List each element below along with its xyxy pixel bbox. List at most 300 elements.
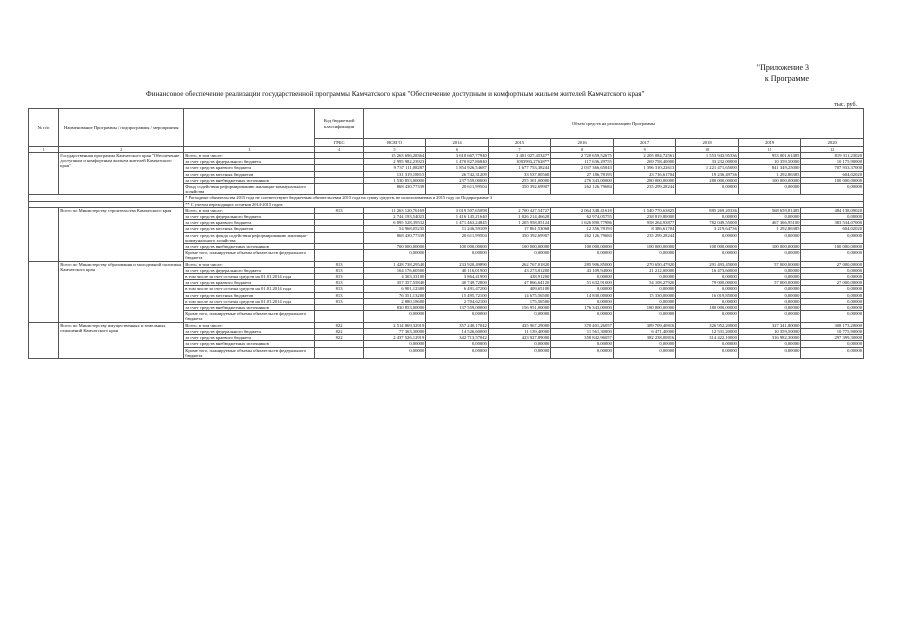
- amount-cell: 280 000,00000: [613, 177, 676, 183]
- source-label: за счет средств краевого бюджета: [184, 280, 315, 286]
- grbs-code: [315, 311, 363, 322]
- amount-cell: 0,00000: [738, 250, 801, 261]
- row-number: [29, 207, 59, 261]
- amount-cell: 0,00000: [363, 250, 426, 261]
- amount-cell: 1 292,86385: [738, 226, 801, 232]
- amount-cell: 0,00000: [551, 286, 614, 292]
- header-year: 2020: [801, 139, 864, 147]
- source-label: за счет средств внебюджетных источников: [184, 177, 315, 183]
- amount-cell: 0,00000: [613, 298, 676, 304]
- amount-cell: 1 677 753,38244: [488, 165, 551, 171]
- amount-cell: 11 561,30000: [551, 328, 614, 334]
- source-label: за счет средств федерального бюджета: [184, 159, 315, 165]
- amount-cell: 131 319,18815: [363, 171, 426, 177]
- amount-cell: 0,00000: [738, 292, 801, 298]
- amount-cell: 15 495,72100: [426, 292, 489, 298]
- amount-cell: 280 000,00000: [676, 177, 739, 183]
- amount-cell: 0,00000: [738, 267, 801, 273]
- amount-cell: 17 861,53068: [488, 226, 551, 232]
- amount-cell: 14 675,56500: [488, 292, 551, 298]
- header-year: 2019: [738, 139, 801, 147]
- source-label: за счет средств федерального бюджета: [184, 267, 315, 273]
- amount-cell: 2 064 348,41618: [551, 207, 614, 213]
- amount-cell: 0,00000: [676, 250, 739, 261]
- amount-cell: 10 359,50000: [738, 328, 801, 334]
- amount-cell: 1 470 827,86840: [426, 159, 489, 165]
- finance-table: [28, 108, 864, 359]
- header-year: ВСЕГО: [363, 139, 426, 147]
- amount-cell: 0,00000: [426, 311, 489, 322]
- amount-cell: 885 269,20336: [676, 207, 739, 213]
- amount-cell: 0,00000: [488, 250, 551, 261]
- amount-cell: 484 138,09020: [801, 207, 864, 213]
- amount-cell: 327 341,80000: [738, 322, 801, 328]
- amount-cell: 467 366,95100: [738, 220, 801, 226]
- amount-cell: 350 392,69907: [488, 184, 551, 195]
- amount-cell: 0,00000: [801, 214, 864, 220]
- amount-cell: 23 716,61704: [613, 171, 676, 177]
- amount-cell: 1 530 853,00000: [363, 177, 426, 183]
- footnote: ** С учетом переходящих остатков 2014-2015 годов: [184, 201, 864, 207]
- amount-cell: 358 842,96057: [551, 335, 614, 341]
- amount-cell: 33 232,00000: [676, 159, 739, 165]
- row-number: [29, 261, 59, 322]
- amount-cell: 1 854 926,54687: [426, 165, 489, 171]
- amount-cell: 1 428 738,29540: [363, 261, 426, 267]
- source-label: Всего, в том числе:: [184, 261, 315, 267]
- amount-cell: 2 995 982,23923: [363, 159, 426, 165]
- header-name: Наименование Программы / подпрограммы / мероприятия: [59, 109, 184, 147]
- amount-cell: 255 301,00000: [488, 177, 551, 183]
- source-label: Всего, в том числе:: [184, 207, 315, 213]
- amount-cell: 100 000,00000: [801, 177, 864, 183]
- amount-cell: 0,00000: [676, 214, 739, 220]
- amount-cell: 0,00000: [676, 311, 739, 322]
- amount-cell: 237 559,00000: [426, 177, 489, 183]
- amount-cell: 604,02020: [801, 226, 864, 232]
- amount-cell: 2 437 526,12919: [363, 335, 426, 341]
- amount-cell: 3 610 667,77940: [426, 153, 489, 159]
- amount-cell: 370 401,26057: [551, 322, 614, 328]
- source-label: Кроме того, планируемые объемы обязательств федерального бюджета: [184, 311, 315, 322]
- amount-cell: 0,00000: [613, 347, 676, 358]
- amount-cell: 435 967,29000: [488, 322, 551, 328]
- amount-cell: 27 186,78193: [551, 171, 614, 177]
- source-label: Всего, в том числе:: [184, 322, 315, 328]
- source-label: за счет средств краевого бюджета: [184, 220, 315, 226]
- amount-cell: 19 236,49736: [676, 171, 739, 177]
- document-title: Финансовое обеспечение реализации государственной программы Камчатского края "Обеспечение доступным и комфортным жильем жителей Камчатского края": [146, 90, 645, 98]
- amount-cell: 0,00000: [801, 341, 864, 347]
- amount-cell: 10 359,50000: [738, 159, 801, 165]
- amount-cell: 100 000,00000: [613, 244, 676, 250]
- amount-cell: 180 000,00000: [676, 305, 739, 311]
- amount-cell: 0,00000: [738, 184, 801, 195]
- source-label: за счет средств краевого бюджета: [184, 165, 315, 171]
- amount-cell: 79 000,00000: [676, 280, 739, 286]
- amount-cell: 0,00000: [363, 347, 426, 358]
- amount-cell: 0,00000: [551, 274, 614, 280]
- appendix-note: [757, 62, 809, 84]
- amount-cell: 830 853,00000: [363, 305, 426, 311]
- amount-cell: 841 349,25000: [738, 165, 801, 171]
- column-index: 10: [676, 147, 739, 153]
- amount-cell: 11 246,59109: [426, 226, 489, 232]
- amount-cell: 0,00000: [676, 341, 739, 347]
- amount-cell: 14 526,60000: [426, 328, 489, 334]
- amount-cell: 1 540 770,63825: [613, 207, 676, 213]
- amount-cell: 0,00000: [551, 250, 614, 261]
- amount-cell: 0,00000: [676, 286, 739, 292]
- appendix-line-2: к Программе: [764, 74, 809, 83]
- amount-cell: 2 704,62100: [426, 298, 489, 304]
- amount-cell: 0,00000: [738, 305, 801, 311]
- program-name: Государственная программа Камчатского края "Обеспечение доступным и комфортным жильем жителей Камчатского края": [59, 153, 184, 195]
- amount-cell: 0,00000: [426, 341, 489, 347]
- amount-cell: 0,00000: [738, 341, 801, 347]
- amount-cell: 0,00000: [613, 286, 676, 292]
- amount-cell: 357 240,17042: [426, 322, 489, 328]
- amount-cell: 176 343,00000: [551, 305, 614, 311]
- amount-cell: 1 553 943,95336: [676, 153, 739, 159]
- amount-cell: 10 775,90000: [801, 328, 864, 334]
- amount-cell: 43 273,81200: [488, 267, 551, 273]
- amount-cell: 0,00000: [426, 347, 489, 358]
- source-label: за счет средств местных бюджетов: [184, 226, 315, 232]
- amount-cell: 0,00000: [551, 311, 614, 322]
- amount-cell: 77 363,30000: [363, 328, 426, 334]
- amount-cell: 0,00000: [801, 292, 864, 298]
- amount-cell: 782 049,55000: [676, 220, 739, 226]
- amount-cell: 0,00000: [676, 274, 739, 280]
- amount-cell: 262 126,79684: [551, 232, 614, 243]
- amount-cell: 2 700 427,54727: [488, 207, 551, 213]
- amount-cell: 117 636,29755: [551, 159, 614, 165]
- amount-cell: 11 139,40000: [488, 328, 551, 334]
- header-year: 2018: [676, 139, 739, 147]
- grbs-code: 822: [315, 328, 363, 334]
- source-label: за счет средств внебюджетных источников: [184, 305, 315, 311]
- amount-cell: 40 116,01900: [426, 267, 489, 273]
- grbs-code: 822: [315, 335, 363, 341]
- source-label: в том числе за счет остатка средств на 01.01.2014 года: [184, 274, 315, 280]
- grbs-code: 813: [315, 286, 363, 292]
- amount-cell: 0,00000: [801, 298, 864, 304]
- amount-cell: 389 709,40816: [613, 322, 676, 328]
- amount-cell: 297 399,30000: [801, 335, 864, 341]
- amount-cell: 6 491,47200: [426, 286, 489, 292]
- amount-cell: 568 659,81485: [738, 207, 801, 213]
- amount-cell: 156 951,00000: [488, 305, 551, 311]
- program-name: Всего по Министерству строительства Камчатского края: [59, 207, 184, 261]
- column-index: 5: [363, 147, 426, 153]
- column-index: 4: [315, 147, 363, 153]
- amount-cell: 438,91200: [488, 274, 551, 280]
- amount-cell: 235 299,28244: [613, 184, 676, 195]
- amount-cell: 6 901,12300: [363, 286, 426, 292]
- amount-cell: 137 559,00000: [426, 305, 489, 311]
- amount-cell: 0,00000: [801, 347, 864, 358]
- amount-cell: 57 000,00000: [738, 280, 801, 286]
- grbs-code: [315, 184, 363, 195]
- amount-cell: 2 037 366,65043: [551, 165, 614, 171]
- amount-cell: 15 330,00000: [613, 292, 676, 298]
- grbs-code: 813: [315, 298, 363, 304]
- source-label: в том числе за счет остатка средств на 01.01.2014 года: [184, 286, 315, 292]
- header-year: 2016: [551, 139, 614, 147]
- source-label: за счет средств фонда содействия реформированию жилищно-коммунального хозяйства: [184, 232, 315, 243]
- amount-cell: 1 396 310,22613: [613, 165, 676, 171]
- footnote: * Расходные обязательства 2015 года не соответствуют бюджетным обязательствам 2015 года на сумму средств, не использованных в 2015 году по Подпрограмме 3: [184, 195, 864, 201]
- amount-cell: 3 019 507,65098: [426, 207, 489, 213]
- amount-cell: 54 968,05235: [363, 226, 426, 232]
- amount-cell: 180 000,00000: [613, 305, 676, 311]
- grbs-code: 813: [315, 274, 363, 280]
- amount-cell: 233 920,49890: [426, 261, 489, 267]
- amount-cell: 819 311,23020: [801, 153, 864, 159]
- header-year: 2017: [613, 139, 676, 147]
- header-volume: Объем средств на реализацию Программы: [363, 109, 863, 139]
- amount-cell: 0,00000: [426, 250, 489, 261]
- amount-cell: 3 401 027,45347*: [488, 153, 551, 159]
- amount-cell: 164 176,60500: [363, 267, 426, 273]
- amount-cell: 16 473,60000: [676, 267, 739, 273]
- amount-cell: 0,00000: [551, 347, 614, 358]
- column-index: 1: [29, 147, 59, 153]
- amount-cell: 1 221 471,65000: [676, 165, 739, 171]
- amount-cell: 47 866,64120: [488, 280, 551, 286]
- amount-cell: 100 000,00000: [738, 244, 801, 250]
- amount-cell: 40 749,72800: [426, 280, 489, 286]
- amount-cell: 235 299,28244: [613, 232, 676, 243]
- amount-cell: 100 000,00000: [801, 244, 864, 250]
- appendix-line-1: "Приложение 3: [756, 63, 809, 72]
- header-year: 2014: [426, 139, 489, 147]
- amount-cell: 2 744 193,54023: [363, 214, 426, 220]
- amount-cell: 0,00000: [551, 341, 614, 347]
- amount-cell: 0,00000: [738, 347, 801, 358]
- amount-cell: 0,00000: [488, 341, 551, 347]
- amount-cell: 1 471 463,24845: [426, 220, 489, 226]
- source-label: в том числе за счет остатка средств на 01.01.2014 года: [184, 298, 315, 304]
- amount-cell: 0,00000: [801, 305, 864, 311]
- source-label: Фонд содействия реформированию жилищно-коммунального хозяйства: [184, 184, 315, 195]
- amount-cell: 2 205 084,72561: [613, 153, 676, 159]
- source-label: Всего, в том числе:: [184, 153, 315, 159]
- amount-cell: 270 650,47920: [613, 261, 676, 267]
- amount-cell: 409,65100: [488, 286, 551, 292]
- amount-cell: 262 126,79684: [551, 184, 614, 195]
- header-year: 2015: [488, 139, 551, 147]
- amount-cell: 0,00000: [738, 214, 801, 220]
- units-label: тыс. руб.: [834, 102, 857, 108]
- amount-cell: 238 819,80000: [613, 214, 676, 220]
- amount-cell: 0,00000: [801, 286, 864, 292]
- column-index: 2: [59, 147, 184, 153]
- column-index: 11: [738, 147, 801, 153]
- amount-cell: 1 205 958,85124: [488, 220, 551, 226]
- amount-cell: 20 611,99504: [426, 184, 489, 195]
- amount-cell: 100 000,00000: [738, 177, 801, 183]
- amount-cell: 6 895 528,39532: [363, 220, 426, 226]
- amount-cell: 43 109,94000: [551, 267, 614, 273]
- amount-cell: 14 830,00000: [551, 292, 614, 298]
- amount-cell: 12 356,78193: [551, 226, 614, 232]
- amount-cell: 1 026 214,46628: [488, 214, 551, 220]
- amount-cell: 6 471,40000: [613, 328, 676, 334]
- amount-cell: 1 292,86385: [738, 171, 801, 177]
- amount-cell: 0,00000: [738, 232, 801, 243]
- amount-cell: 16 019,85000: [676, 292, 739, 298]
- amount-cell: 314 422,10000: [676, 335, 739, 341]
- amount-cell: 262 767,01820: [488, 261, 551, 267]
- amount-cell: 62 974,05755: [551, 214, 614, 220]
- amount-cell: 958 264,93877: [613, 220, 676, 226]
- amount-cell: 0,00000: [738, 311, 801, 322]
- source-label: за счет средств местных бюджетов: [184, 171, 315, 177]
- column-index: 7: [488, 147, 551, 153]
- amount-cell: 21 212,00000: [613, 267, 676, 273]
- amount-cell: 604,02020: [801, 171, 864, 177]
- amount-cell: 9 737 111,08287: [363, 165, 426, 171]
- amount-cell: 350 392,69907: [488, 232, 551, 243]
- amount-cell: 0,00000: [613, 274, 676, 280]
- amount-cell: 316 982,30000: [738, 335, 801, 341]
- amount-cell: 308 173,20000: [801, 322, 864, 328]
- grbs-code: 813: [315, 280, 363, 286]
- amount-cell: 0,00000: [551, 298, 614, 304]
- amount-cell: 269 758,40000: [613, 159, 676, 165]
- amount-cell: 291 493,45000: [676, 261, 739, 267]
- amount-cell: 76 351,13200: [363, 292, 426, 298]
- source-label: Кроме того, планируемые объемы обязательств федерального бюджета: [184, 250, 315, 261]
- amount-cell: 0,00000: [801, 267, 864, 273]
- grbs-code: 813: [315, 207, 363, 213]
- amount-cell: 0,00000: [676, 347, 739, 358]
- grbs-code: [315, 232, 363, 243]
- amount-cell: 20 611,99504: [426, 232, 489, 243]
- column-index: 6: [426, 147, 489, 153]
- column-index: 3: [184, 147, 315, 153]
- column-index: 12: [801, 147, 864, 153]
- grbs-code: 822: [315, 322, 363, 328]
- source-label: за счет средств местных бюджетов: [184, 292, 315, 298]
- header-num: № п/п: [29, 109, 59, 147]
- amount-cell: 0,00000: [363, 341, 426, 347]
- amount-cell: 0,00000: [613, 311, 676, 322]
- source-label: за счет средств внебюджетных источников: [184, 341, 315, 347]
- amount-cell: 54 108,27920: [613, 280, 676, 286]
- amount-cell: 1083993,27628**: [488, 159, 551, 165]
- amount-cell: 423 927,89000: [488, 335, 551, 341]
- amount-cell: 8 386,61704: [613, 226, 676, 232]
- amount-cell: 1 626 890,77986: [551, 220, 614, 226]
- amount-cell: 0,00000: [801, 311, 864, 322]
- amount-cell: 285 906,85000: [551, 261, 614, 267]
- amount-cell: 2 880,18600: [363, 298, 426, 304]
- grbs-code: 813: [315, 292, 363, 298]
- program-name: Всего по Министерству имущественных и земельных отношений Камчатского края: [59, 322, 184, 358]
- amount-cell: 100 000,00000: [551, 244, 614, 250]
- amount-cell: 10 175,90000: [801, 159, 864, 165]
- row-number: [29, 322, 59, 358]
- source-label: Кроме того, планируемые объемы обязательств федерального бюджета: [184, 347, 315, 358]
- amount-cell: 707 933,37000: [801, 165, 864, 171]
- amount-cell: 868 430,77339: [363, 232, 426, 243]
- amount-cell: 57 000,00000: [738, 261, 801, 267]
- amount-cell: 276 343,00000: [551, 177, 614, 183]
- amount-cell: 0,00000: [676, 184, 739, 195]
- amount-cell: 2 514 869,32919: [363, 322, 426, 328]
- grbs-code: [315, 347, 363, 358]
- amount-cell: 1 416 145,21640: [426, 214, 489, 220]
- amount-cell: 0,00000: [488, 311, 551, 322]
- amount-cell: 100 000,00000: [488, 244, 551, 250]
- amount-cell: 3 864,41900: [426, 274, 489, 280]
- amount-cell: 700 000,00000: [363, 244, 426, 250]
- amount-cell: 953 001,61485: [738, 153, 801, 159]
- amount-cell: 175,56500: [488, 298, 551, 304]
- amount-cell: 0,00000: [676, 298, 739, 304]
- amount-cell: 27 000,00000: [801, 280, 864, 286]
- amount-cell: 51 632,91000: [551, 280, 614, 286]
- amount-cell: 33 537,00568: [488, 171, 551, 177]
- amount-cell: 0,00000: [801, 274, 864, 280]
- amount-cell: 0,00000: [801, 232, 864, 243]
- amount-cell: 0,00000: [613, 341, 676, 347]
- program-name: Всего по Министерству образования и молодежной политики Камчатского края: [59, 261, 184, 322]
- amount-cell: 26 742,31209: [426, 171, 489, 177]
- amount-cell: 27 000,00000: [801, 261, 864, 267]
- column-index: 9: [613, 147, 676, 153]
- header-code: Код бюджетной классификации: [315, 109, 363, 139]
- source-label: за счет средств краевого бюджета: [184, 335, 315, 341]
- amount-cell: 0,00000: [801, 184, 864, 195]
- amount-cell: 383 534,07000: [801, 220, 864, 226]
- amount-cell: 100 000,00000: [426, 244, 489, 250]
- amount-cell: 0,00000: [801, 250, 864, 261]
- source-label: за счет средств внебюджетных источников: [184, 244, 315, 250]
- grbs-code: 813: [315, 261, 363, 267]
- amount-cell: 100 000,00000: [676, 244, 739, 250]
- grbs-code: [315, 250, 363, 261]
- source-label: за счет средств федерального бюджета: [184, 214, 315, 220]
- amount-cell: 0,00000: [363, 311, 426, 322]
- amount-cell: 0,00000: [613, 250, 676, 261]
- amount-cell: 4 303,33100: [363, 274, 426, 280]
- amount-cell: 2 720 659,52675: [551, 153, 614, 159]
- amount-cell: 15 263 696,28364: [363, 153, 426, 159]
- amount-cell: 357 357,55840: [363, 280, 426, 286]
- amount-cell: 11 263 120,76169: [363, 207, 426, 213]
- grbs-code: 813: [315, 267, 363, 273]
- amount-cell: 0,00000: [738, 298, 801, 304]
- amount-cell: 0,00000: [488, 347, 551, 358]
- column-index: 8: [551, 147, 614, 153]
- amount-cell: 342 713,57042: [426, 335, 489, 341]
- amount-cell: 12 531,20000: [676, 328, 739, 334]
- amount-cell: 382 238,00816: [613, 335, 676, 341]
- amount-cell: 0,00000: [676, 232, 739, 243]
- source-label: за счет средств федерального бюджета: [184, 328, 315, 334]
- amount-cell: 3 219,64736: [676, 226, 739, 232]
- row-number: [29, 153, 59, 195]
- amount-cell: 0,00000: [738, 286, 801, 292]
- amount-cell: 0,00000: [738, 274, 801, 280]
- amount-cell: 868 430,77339: [363, 184, 426, 195]
- amount-cell: 326 952,20000: [676, 322, 739, 328]
- header-grbs: ГРБС: [315, 139, 363, 147]
